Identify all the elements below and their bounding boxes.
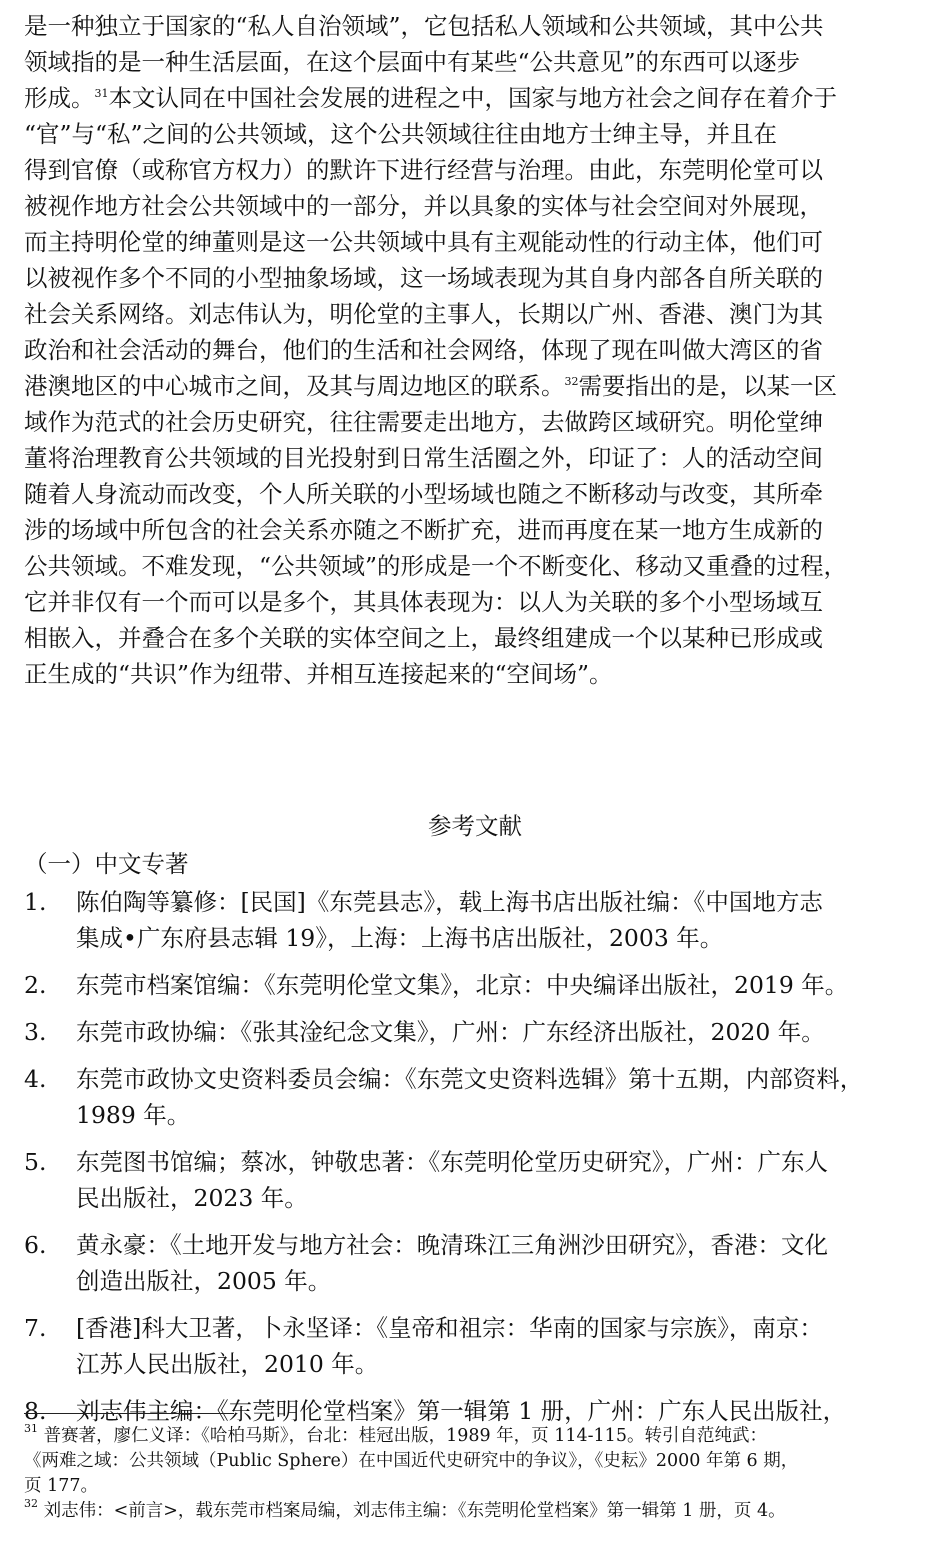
body-line: 涉的场域中所包含的社会关系亦随之不断扩充，进而再度在某一地方生成新的 [24, 516, 823, 544]
body-text: 本文认同在中国社会发展的进程之中，国家与地方社会之间存在着介于 [108, 84, 837, 112]
body-line: 政治和社会活动的舞台，他们的生活和社会网络，体现了现在叫做大湾区的省 [24, 336, 823, 364]
reference-text: 刘志伟主编：《东莞明伦堂档案》第一辑第 1 册，广州：广东人民出版社， [76, 1397, 847, 1425]
footnote-line [24, 1499, 936, 1524]
reference-text: 1989 年。 [76, 1101, 191, 1129]
body-line: 社会关系网络。刘志伟认为，明伦堂的主事人，长期以广州、香港、澳门为其 [24, 300, 823, 328]
body-line: 公共领域。不难发现，“公共领域”的形成是一个不断变化、移动又重叠的过程， [24, 552, 848, 580]
reference-number: 5. [24, 1148, 47, 1176]
reference-text: 民出版社，2023 年。 [76, 1184, 308, 1212]
body-line: 正生成的“共识”作为纽带、并相互连接起来的“空间场”。 [24, 660, 613, 688]
footnote-line [24, 1424, 936, 1449]
reference-item [0, 967, 950, 1003]
body-line: 以被视作多个不同的小型抽象场域，这一场域表现为其自身内部各自所关联的 [24, 264, 823, 292]
footnote-mark: 31 [24, 1424, 38, 1435]
footnote-text: 普赛著，廖仁义译：《哈柏马斯》，台北：桂冠出版，1989 年，页 114-115。转引自范纯武： [43, 1426, 767, 1446]
reference-number: 7. [24, 1314, 47, 1342]
body-line: “官”与“私”之间的公共领域，这个公共领域往往由地方士绅主导，并且在 [24, 120, 778, 148]
reference-number: 6. [24, 1231, 47, 1259]
body-text: 港澳地区的中心城市之间，及其与周边地区的联系。 [24, 372, 565, 400]
footnote-line: 《两难之域：公共领域（Public Sphere）在中国近代史研究中的争议》，《史耘》2000 年第 6 期， [24, 1451, 799, 1471]
footnote-32 [24, 1499, 936, 1524]
body-line: 随着人身流动而改变，个人所关联的小型场域也随之不断移动与改变，其所牵 [24, 480, 823, 508]
reference-item [0, 1014, 950, 1050]
reference-item [0, 884, 950, 956]
body-line: 董将治理教育公共领域的目光投射到日常生活圈之外，印证了：人的活动空间 [24, 444, 823, 472]
reference-number: 2. [24, 971, 47, 999]
reference-text: 江苏人民出版社，2010 年。 [76, 1350, 379, 1378]
reference-item [0, 1310, 950, 1382]
reference-number: 3. [24, 1018, 47, 1046]
reference-text: 创造出版社，2005 年。 [76, 1267, 332, 1295]
footnote-ref-32[interactable]: 32 [564, 375, 579, 388]
reference-list [0, 884, 950, 1440]
reference-number: 1. [24, 888, 47, 916]
reference-number: 8. [24, 1397, 47, 1425]
footnote-line: 页 177。 [24, 1476, 98, 1496]
reference-text: 集成•广东府县志辑 19》，上海：上海书店出版社，2003 年。 [76, 924, 724, 952]
reference-item [0, 1227, 950, 1299]
footnote-mark: 32 [24, 1499, 38, 1510]
body-line [24, 368, 936, 404]
reference-text: 陈伯陶等纂修：[民国]《东莞县志》，载上海书店出版社编：《中国地方志 [76, 888, 823, 916]
footnote-ref-31[interactable]: 31 [94, 87, 109, 100]
body-line: 它并非仅有一个而可以是多个，其具体表现为：以人为关联的多个小型场域互 [24, 588, 823, 616]
body-line: 被视作地方社会公共领域中的一部分，并以具象的实体与社会空间对外展现， [24, 192, 823, 220]
references-subheading: （一）中文专著 [24, 850, 189, 878]
footnote-divider [24, 1413, 234, 1414]
body-line: 相嵌入，并叠合在多个关联的实体空间之上，最终组建成一个以某种已形成或 [24, 624, 823, 652]
body-line: 得到官僚（或称官方权力）的默许下进行经营与治理。由此，东莞明伦堂可以 [24, 156, 823, 184]
body-line [24, 80, 936, 116]
reference-text: 东莞市档案馆编：《东莞明伦堂文集》，北京：中央编译出版社，2019 年。 [76, 971, 849, 999]
body-text: 形成。 [24, 84, 95, 112]
body-line: 域作为范式的社会历史研究，往往需要走出地方，去做跨区域研究。明伦堂绅 [24, 408, 823, 436]
reference-item [0, 1144, 950, 1216]
reference-item [0, 1061, 950, 1133]
reference-text: [香港]科大卫著，卜永坚译：《皇帝和祖宗：华南的国家与宗族》，南京： [76, 1314, 823, 1342]
reference-text: 东莞图书馆编；蔡冰，钟敬忠著：《东莞明伦堂历史研究》，广州：广东人 [76, 1148, 828, 1176]
references-title: 参考文献 [428, 812, 522, 840]
reference-number: 4. [24, 1065, 47, 1093]
footnote-31 [24, 1424, 936, 1499]
body-line: 而主持明伦堂的绅董则是这一公共领域中具有主观能动性的行动主体，他们可 [24, 228, 823, 256]
body-line: 是一种独立于国家的“私人自治领域”，它包括私人领域和公共领域，其中公共 [24, 12, 824, 40]
body-line: 领域指的是一种生活层面，在这个层面中有某些“公共意见”的东西可以逐步 [24, 48, 801, 76]
body-paragraph [24, 8, 936, 692]
reference-text: 黄永豪：《土地开发与地方社会：晚清珠江三角洲沙田研究》，香港：文化 [76, 1231, 828, 1259]
reference-text: 东莞市政协编：《张其淦纪念文集》，广州：广东经济出版社，2020 年。 [76, 1018, 825, 1046]
footnotes [24, 1424, 936, 1524]
footnote-text: 刘志伟：<前言>，载东莞市档案局编，刘志伟主编：《东莞明伦堂档案》第一辑第 1 册，页 4。 [43, 1501, 786, 1521]
body-text: 需要指出的是，以某一区 [578, 372, 837, 400]
reference-text: 东莞市政协文史资料委员会编：《东莞文史资料选辑》第十五期，内部资料， [76, 1065, 864, 1093]
